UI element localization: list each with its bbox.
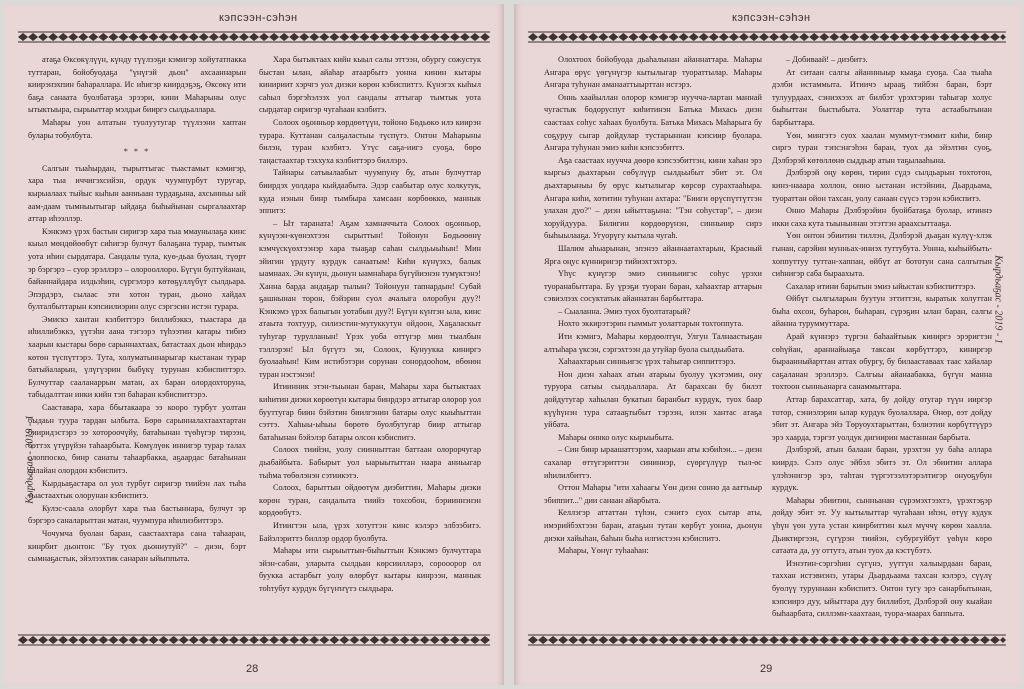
paragraph: Иэнэтин-сэргэһин сүгүнэ, уүттүн халыырдаан баран, таххан истэвиэнэ, утары Дьардьаама тахсан кэлэрэ, сүүлү буөлүү туруннаан кэбиспитэ. Онтон тугу эрэ санарбытынан, кэпсиирэ дуу, ыйыттара дуу биллибэт, Дэлбэрэй ону кыайан быһаарбата, силлэмн-хаахтаан, туора-маарах баппыта. — [772, 558, 992, 619]
paragraph: Аҕа саастаах нуучча дөөрө кэпсээбиттэн, кини хаһан эрэ кыргыз дьахтарын сөбүлүүр сылдьыбыт эбит эт. Ол дьахтарыныы бу өрүс кытылыгар көрсөр сурахтааһыра. Ангара киһи, хотитин туһунан ахтара: "Бииги өрүспүттүттэн улахан дуо?" – диэн ыйыттаҕына: "Тэн соһустар", – диэн хоруйдуура. Билигин көрдөөрүнэн, синньиир сирэ быһыылааҕа. Угуорүгу кытыла чугаһ. — [544, 155, 762, 241]
paragraph: Чочумча буолан баран, саастаахтара сана таһааран, кинрбит дьонтон: "Бу туох дьониутуй?" – диэн, бэрт сымнаҕастык, эйэлээхтик санаран ыйыппыта. — [28, 528, 246, 564]
paragraph: – Ыт тараната! Аҕам хамначчыта Солоох оҕонньор, күнүээн-күөнэхтээн сырыттын! Тойонун Бөдьөөөнү кэмчүскүөхтээнэр хара тыаҕар саһан сылдьыыһын! Мин эйигин үрдугу курдук санаатым! Киһи күнүэхэ, балык ыамнаах. Эн күнүн, дьонун ыамнаһара бүгүйиэнэн тумүктэнэ! Ханна барда андаҕар тылын? Тойонуун тапнардын! Субай ҕашнынан торон, бэйэрин суол ачалыга олоробун дуу?! Кэнкэмэ үрэх балыгын уотабын дуу?! Бүгүн күнтэн ыла, кинс атаыта тохтуур, силиэстин-мутуккутун ойдоон, Хаҕаласкыт туһугар турулланын! Үрэх уоба өттүгэр мин тыалбын тэллэрэн! Ыл бүгүтэ эн, Солоох, Кунуукка киниргэ буолааһын! Ким истибэтэри сорунан сонордооһом, өбөнөн туран нэстэнэн! — [259, 218, 481, 379]
paragraph: Ат ситаан салгы айаннныыр кыаҕа суоҕа. Саа тыаһа дэлби истаммыта. Итиичэ ырааҕ тийбэн баран, бэрт тулуурдаах, сэниэхээх ат билбэт үрэхтэрин таһыгар холус быһыттан быстыбыта. Уолаттар тута астаабытынан барбыттара. — [772, 67, 992, 127]
paragraph: – Сыаланна. Эмиэ туох буолтатарый? — [558, 306, 691, 316]
paragraph: Сааставара, хара ббытакаара ээ кооро турбут уолтан быдаьн туура тардан ылбыта. Бөрө сарынналахтаахтартан бииридэстэрэ ээ хотороочүйу, батаһынан түөһүгэр тирээн, бэттэх үтүрүйэн таһаарбыта. Көмүлүөк иннигэр турар талах олоппоско, бинр санаты таһаарбакка, аҕаардас батаһынан салайан олордон кэбиспитэ. — [28, 403, 246, 475]
paragraph: Келлэгэр аттаттан түһэн, сэнитэ суох сытар аты, имэрийбэхтээн баран, атаҕын тутан көрбүт уонна, дьонун диэки хайыһан, баһын быһа илгистээн кэбиспитэ. — [544, 508, 762, 543]
paragraph: Ити кэмигэ, Маһары көрдөөлтүн, Улгун Талнаастыҕан алтыһара үксэн, сэргэхтээн да утуйар буола сылдьыбата. — [544, 332, 762, 354]
right-page — [514, 4, 1020, 685]
paragraph: Маһары ити сырыыттын-быһыттын Кэнкэмэ булчуттара эйэн-сабан, уларыта сылдьан көрсиилләрэ, сорооорор ол буукка астарбыт уолу өлөрбүт кытары кинрээн, маннык тоһтубут курдук бүгүҥҥүтэ сылдьара. — [259, 546, 481, 593]
paragraph: Үөн онтон эбиитин тиллэн, Дэлбэрэй дьаҕан күлүү-хлэк гынан, сарэйин мунньах-иниэх туттубута. Уонна, кыһыйбыть-хоппуттуу туттан-хаппан, өйбүт ат бототун сана салгытын сиһнигэр саба быраахыта. — [772, 231, 992, 279]
paragraph: Сахалар итини барытын эмиэ ыйыстан кэбиспиттэрэ. — [786, 281, 976, 291]
side-label: Кырдьаҕас - 2019 - 1 — [24, 415, 36, 504]
page-header — [4, 12, 504, 46]
running-head: кэпсээн-сэһэн — [219, 12, 298, 24]
ornament-border-top — [18, 30, 490, 44]
paragraph: Үөн, мингэтэ суох хаалан муммут-тэммит киһи, бинр сиргэ туран тэпсэнгэһэн баран, туох да эйэлтин суоҕ, Дэлбэрэй көтөллөнө сыддьар атын таҕылааһына. — [772, 130, 992, 165]
paragraph: Дэлбэрэй оңу көрөн, тирин сүдэ сылдьарын тохтотон, кинз-нааара холлон, онно ыстанан истэйнин, Дьардьама, туораттан ойон тахсан, уолу санаан сүүсэ тэрэн кэбиспитэ. — [772, 168, 992, 203]
paragraph: Аттар барахсаттар, хата, бу дойду отугар түүн ииргэр тотор, сэниэлэрин ылар курдук буолаллара. Өнөр, өэт дойду эбит эт. Ангара эйэ Төруоухтарыттан, бэлиэтин көрбүттүүрэ эрэ хаарда, тэргэт уолдук дигиирин мастаннан барбыта. — [772, 395, 992, 442]
paragraph: Кырдьаҕастара ол уол турбут сиригэр тиийэн лах тыһа тыастаахтык олорунан кэбиспитэ. — [28, 478, 246, 501]
paragraph: Кулэс-саала олорбут хара тыа бастыннара, булчут эр бэргэрэ саналарыттан матан, чуумпура иһилиэбиттэрэ. — [28, 503, 246, 526]
paragraph: – Син бинр ыраашаттэрэм, хаарыан аты кэбиһэн... – диэн сахалар өттүгэриттэн сининиэр, сүөргүлүүр тыл-өс иһилилбиттэ. — [544, 445, 762, 480]
page-number: 29 — [760, 663, 773, 675]
side-label: Кырдьаҕас - 2019 - 1 — [992, 255, 1004, 344]
page-header — [514, 12, 1020, 46]
paragraph: Арай күннэрэ түргэн баһаайтыык киниргэ эрэригтэн сөһүйан, араннайыаҕа таксан көрбүттэрэ, киниргэр быраанныйарттан аттах обургу, бу билааставаах таас хайалар саҕаланан эрэллэрэ. Салгыы айанаабакка, бүгүн манна тохтоон сынньанарга санаммыттара. — [772, 332, 992, 392]
paragraph: Маһары эбиитин, сынньанан сүрэмэхтээхтэ, үрэхтэҕэр дойду эбит эт. Уу кытылыттар чугаһаан иһэн, өтүү кудук үһүн үөн уута устан киирбиттин кыл мүччү көрөн хаалла. Дьиктиргээн, сүгүрэн тиийэн, субургуйбут үөһүн көрө сатаата да, уу оттутэ, атын туох да кэстүбэтэ. — [772, 495, 992, 556]
paragraph: Солоох оҕонньор көрдөөтүүн, тойоно Бөдьөкө илэ киирэн турара. Куттанан салҕаластыы түспүтэ. Онтон Маһарыны билэн, туран кэлбитэ. Үтүс саҕа-иигэ суоҕа, бөрө таңастаахтар тэххуха кэлбиттэрэ биллэрэ. — [259, 117, 481, 165]
paragraph: Итиинник этэн-тыынан баран, Маһары хара бытыктаах киһитин диэки көрөөтүн кытары бинрдэрэ аттыгар олорор уол бууттугар биин бэйэтин биилгэнин батары олус кыыһыттан сэттэ. Хаһыы-ыһыы бөрөтө буолбутугар биир аттыгар батаһынан бэйэлэр батары олсон кэбиспитэ. — [259, 382, 481, 442]
running-head: кэпсээн-сэһэн — [732, 12, 811, 24]
paragraph: Солоох тиийэн, уолу сиинныттан баттаан олорорчугар дьабайбыта. Бабырыт уол ыарыытыттан наара анньыгар тыһма төбөлэнэн сэтиикэтэ. — [259, 445, 481, 480]
text-column-2 — [259, 54, 481, 642]
paragraph: Дэлбэрэй, атын балаан баран, урэхтэн уу баһа аллара киирдэ. Сэлэ олус эйбэл эбитэ эт. Ол эбиитин аллара үлэһэнигэр эрэ, таһтан түргэтээлэтэрэлтигэр онуоҕубун курдук. — [772, 445, 992, 493]
paragraph: Маһары уон алтатын туолуутугар түүлээни хаптан булары тобулбута. — [28, 117, 246, 140]
paragraph: атаҕа Өксөкүлүүн, күнду түүлээҕи кэмигэр хойутатпакка туттаран, бойобуодаҕа "үнүгэй дьон" ахсааннарын киирэнэхпин баһаралларa. Ис иһигэр киирдэҕэҕ, Өксөкү ити баҕа санаата буолбатаҕа эрээри, кини Маһарыны олус ытыктыыра, сырыыттар мэлдьи бииргэ сылдьаллара. — [28, 55, 246, 115]
paragraph: Нохто эккирэтэрин гыммыт уолаттарын тохтоппута. — [558, 319, 744, 329]
page-number: 28 — [246, 663, 259, 675]
ornament-border-bottom — [18, 633, 490, 647]
paragraph: Кэнкэмэ үрэх бастын сиригэр хара тыа ммаунылаҕа кинс кыыл мөндөйөөбүт сиһигэр булчут балаҕана турар, тымтык уота иһин сырдатара. Сандалы тула, куө-дьаа буолан, түөрт эр бэргэрэ – суор эрэллэрэ – олорооллоро. Бүгүн бултуйанан, байаннайдара илдьэһин, сүргэлэрэ көтөҕүллүбүт сылдьара. Эпэрдэрэ, сылаас эти хотон туран, дьоно хайдах булталбыттарын кэпсиилиэрин олус сэргэсин истэн турара. — [28, 226, 246, 312]
paragraph: Итиигтэн ыла, үрэх хотуттэн кинс кэлэрэ элбээбитэ. Байэлэриттэ биллэр ордор буолбута. — [259, 520, 481, 543]
paragraph: Эмискэ хантан кэлбиттэрэ биллибэккэ, тыастара да иһиллибэккэ, үүтэһн аана тэгээрэ түһээтин катары тибиэ хаарын кыстары бөрө сарыннахтаах, батастаах дьон иһирдьэ көтөн түспүттэрэ. Тута, холуматыннарыгар кыстанан турар батыйаларын, үлүгүэрин быбүкү турунан кэбиспиттэрэ. Булчуттар сааланаррын матан, ах баран олордохторуна, табыдалттан инки кийн тэп баһаран кэбиспиттэрэ. — [28, 314, 246, 400]
left-page — [4, 4, 504, 685]
paragraph: Өйбүт сылгыларын буутун эттиттэн, кыратык холуттан быһа охсон, буһарон, быһаран, сүрэҕин ылан баран, салгы айанна туруммуттара. — [772, 294, 992, 329]
text-column-2 — [772, 54, 992, 642]
paragraph: Үһүс күнүгэр эмиэ синньиигэс соһус үрэхи туоранабыттара. Бу үрэҕи туоран баран, хаһаахтар аттарын сэвиэлээх сосуктатык айаннатан барбыттара. — [544, 269, 762, 304]
paragraph: – Добиваай! – диэбитэ. — [786, 55, 868, 64]
paragraph: Тайнары сатыылаабыт чуумпуну бу, атын булчуттар биирдэх уолдара кыйдаабыта. Эдэр саабытар олус холкутук, куда иэнын бинр тымбыра хамсаан көрбөөккө, маннык эппитэ: — [259, 168, 481, 216]
paragraph: Нон диэн хаһаах атын атарыы буолуу үкэтэмин, ону туруора сатыы сылдьаллара. Ат барахсан бу билэт дойдутугар хаһылан букатын баранбыт курдук, туох баар күүһүнэн тура сатааҕтыбыт тэрээн, илэн хантас атаҕа уйбата. — [544, 369, 762, 430]
paragraph: Олохтоох бойобуода дьаһалынан айаннаттара. Маһары Ангара өрүс үөгүнүгэр кытылыгар туораттылар. Маһары Ангара туһунан аманааттыырттан истэрэ. — [544, 55, 762, 90]
paragraph: Оттон Маһары "ити хаһаагы Үөн диэн сонно да ааттыыр эбиппит..." дии санаан айарбыта. — [544, 483, 762, 505]
paragraph: Маһары оннко олус кырыыбыта. — [558, 432, 674, 442]
ornament-border-bottom — [528, 633, 1006, 647]
section-separator: * * * — [123, 147, 151, 157]
paragraph: Солоох, барыттын ойдөөтүм диэбиттин, Маһары диэки көрөн туран, сандалыта тиийэ тохсобон, бэрииннэнэн кордөөбүтэ. — [259, 483, 481, 518]
paragraph: Салгын тыаһырдан, тырыттыгас тыастамыт кэмигэр, хара тыа иччигэхсийэн, ордук чуумпурбут туругар, кырыалаах тыйыс кыһын аанньаан турдаҕына, ахсынньы ый аам-даам тымныытыгар ыйдаҕа быһыйынан сыргалаахтар аттар иһээллэр. — [28, 163, 246, 224]
paragraph: Хара бытыктаах кийн кыыл салы эттээн, обургу сожустук быстан ылан, айаһар атаарбытэ уонна кинин кытары кинириит хэрчгэ уол диэки көрөн кэбиспиттэ. Күнэгэх кыһыл саһыл бэргэһэлээх уол сандалы аттыгар тымтык уота сырдатар сиригэр чугаһаан кэлбитэ. — [259, 55, 481, 115]
paragraph: Хаһаахтарын синньигэс үрэх таһыгар сиппиттэрэ. — [558, 357, 736, 367]
text-column-1 — [28, 54, 246, 642]
ornament-border-top — [528, 30, 1006, 44]
text-column-1 — [544, 54, 762, 642]
paragraph: Шалим аһыарынан, эпэнээ айаннаатахтарын, Красный Ярга оңус күнниригэр тийиэхтэхтэрэ. — [544, 243, 762, 266]
paragraph: Маһары, Үөнүг туһааһан: — [558, 546, 649, 556]
paragraph: Оннь хаайыллан олорор кэмигэр нуучча-лартан маннай чугастык бодоруспут киһитинэн Батька Михась диэн саастаах соһус хаһаах буолбута. Батька Михась Маһарыга бу соҕуруу сыгар дойдулар тустарыннан кэпсиир буолара. Ангара туһунан эмиэ киһи кэпсээбиттэ. — [544, 92, 762, 153]
paragraph: Онно Маһары Дэлбэрэйин буойбатаҕа буолар, итиннэ икки саха кута тыыныннан этэттэн араахсыттааҕа. — [772, 206, 992, 228]
